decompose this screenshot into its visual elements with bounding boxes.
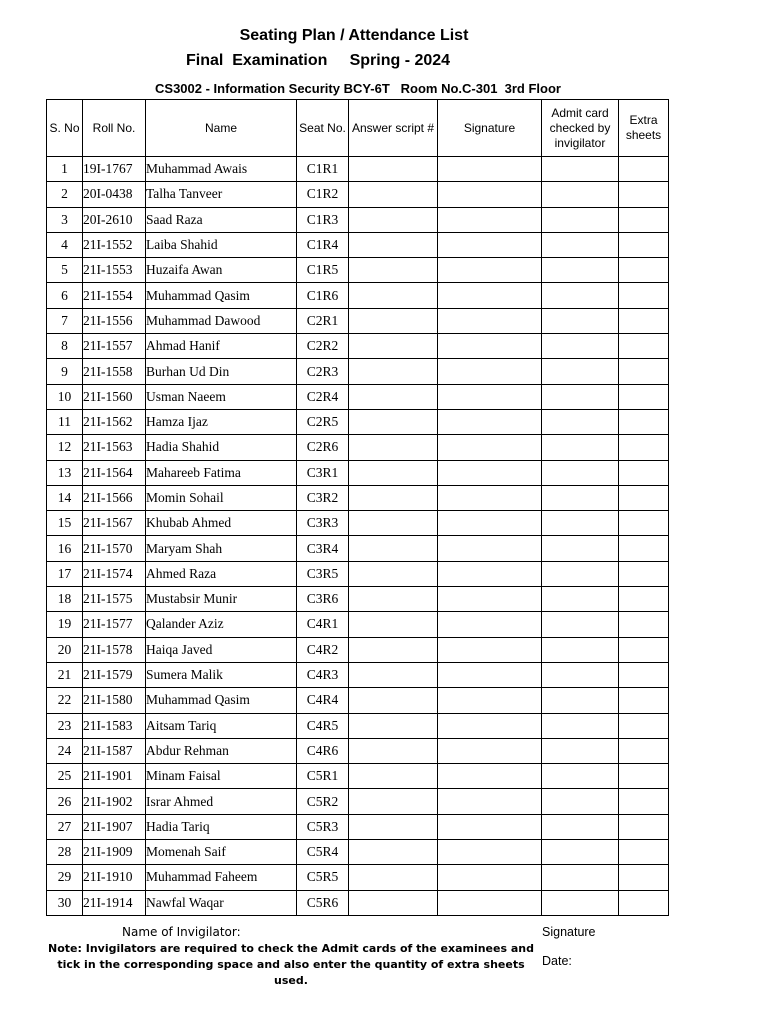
table-row [47, 890, 669, 915]
signature-cell [438, 258, 542, 283]
roll-no-cell: 21I-1554 [83, 283, 146, 308]
sno-cell: 28 [47, 840, 83, 865]
signature-cell [438, 764, 542, 789]
answer-script-cell [349, 182, 438, 207]
table-row [47, 384, 669, 409]
admit-card-cell [542, 536, 619, 561]
date-label: Date: [542, 954, 572, 968]
table-row [47, 764, 669, 789]
header-admit-card: Admit card checked by invigilator [542, 100, 619, 157]
roll-no-cell: 21I-1902 [83, 789, 146, 814]
seat-no-cell: C2R2 [297, 334, 349, 359]
seat-no-cell: C5R5 [297, 865, 349, 890]
admit-card-cell [542, 232, 619, 257]
extra-sheets-cell [619, 485, 669, 510]
signature-cell [438, 789, 542, 814]
name-cell: Momenah Saif [146, 840, 297, 865]
roll-no-cell: 21I-1566 [83, 485, 146, 510]
signature-cell [438, 409, 542, 434]
answer-script-cell [349, 713, 438, 738]
seat-no-cell: C4R6 [297, 738, 349, 763]
roll-no-cell: 21I-1914 [83, 890, 146, 915]
table-row [47, 637, 669, 662]
sno-cell: 12 [47, 435, 83, 460]
admit-card-cell [542, 182, 619, 207]
roll-no-cell: 21I-1579 [83, 662, 146, 687]
answer-script-cell [349, 511, 438, 536]
extra-sheets-cell [619, 359, 669, 384]
seat-no-cell: C2R5 [297, 409, 349, 434]
answer-script-cell [349, 359, 438, 384]
seat-no-cell: C5R3 [297, 814, 349, 839]
sno-cell: 8 [47, 334, 83, 359]
answer-script-cell [349, 536, 438, 561]
seat-no-cell: C5R1 [297, 764, 349, 789]
admit-card-cell [542, 840, 619, 865]
signature-cell [438, 890, 542, 915]
name-cell: Laiba Shahid [146, 232, 297, 257]
admit-card-cell [542, 637, 619, 662]
table-row [47, 840, 669, 865]
table-row [47, 157, 669, 182]
header-extra-sheets: Extra sheets [619, 100, 669, 157]
invigilator-note [46, 941, 536, 989]
seat-no-cell: C3R2 [297, 485, 349, 510]
sno-cell: 22 [47, 688, 83, 713]
name-cell: Khubab Ahmed [146, 511, 297, 536]
extra-sheets-cell [619, 536, 669, 561]
answer-script-cell [349, 637, 438, 662]
roll-no-cell: 21I-1580 [83, 688, 146, 713]
table-row [47, 662, 669, 687]
sno-cell: 3 [47, 207, 83, 232]
admit-card-cell [542, 359, 619, 384]
signature-cell [438, 840, 542, 865]
sno-cell: 7 [47, 308, 83, 333]
answer-script-cell [349, 460, 438, 485]
admit-card-cell [542, 713, 619, 738]
table-row [47, 561, 669, 586]
seat-no-cell: C3R1 [297, 460, 349, 485]
extra-sheets-cell [619, 435, 669, 460]
name-cell: Talha Tanveer [146, 182, 297, 207]
admit-card-cell [542, 409, 619, 434]
roll-no-cell: 20I-0438 [83, 182, 146, 207]
extra-sheets-cell [619, 738, 669, 763]
roll-no-cell: 21I-1570 [83, 536, 146, 561]
header-seat-no: Seat No. [297, 100, 349, 157]
signature-cell [438, 688, 542, 713]
extra-sheets-cell [619, 384, 669, 409]
table-row [47, 587, 669, 612]
roll-no-cell: 21I-1564 [83, 460, 146, 485]
seat-no-cell: C1R5 [297, 258, 349, 283]
table-row [47, 612, 669, 637]
extra-sheets-cell [619, 409, 669, 434]
admit-card-cell [542, 334, 619, 359]
signature-cell [438, 232, 542, 257]
signature-cell [438, 612, 542, 637]
answer-script-cell [349, 738, 438, 763]
sno-cell: 23 [47, 713, 83, 738]
roll-no-cell: 21I-1577 [83, 612, 146, 637]
name-cell: Ahmad Hanif [146, 334, 297, 359]
name-cell: Hadia Tariq [146, 814, 297, 839]
answer-script-cell [349, 688, 438, 713]
note-line-2: tick in the corresponding space and also enter the quantity of extra sheets used. [57, 958, 525, 987]
answer-script-cell [349, 814, 438, 839]
header-signature: Signature [438, 100, 542, 157]
name-cell: Nawfal Waqar [146, 890, 297, 915]
extra-sheets-cell [619, 587, 669, 612]
name-cell: Muhammad Qasim [146, 283, 297, 308]
signature-cell [438, 384, 542, 409]
admit-card-cell [542, 308, 619, 333]
table-body [47, 157, 669, 916]
table-row [47, 789, 669, 814]
name-cell: Muhammad Awais [146, 157, 297, 182]
attendance-table [46, 99, 669, 916]
name-cell: Muhammad Faheem [146, 865, 297, 890]
admit-card-cell [542, 258, 619, 283]
admit-card-cell [542, 587, 619, 612]
seat-no-cell: C5R2 [297, 789, 349, 814]
roll-no-cell: 21I-1578 [83, 637, 146, 662]
admit-card-cell [542, 890, 619, 915]
signature-label: Signature [542, 925, 596, 939]
note-line-1: Note: Invigilators are required to check the Admit cards of the examinees and [48, 942, 534, 955]
sno-cell: 19 [47, 612, 83, 637]
extra-sheets-cell [619, 182, 669, 207]
answer-script-cell [349, 409, 438, 434]
answer-script-cell [349, 662, 438, 687]
roll-no-cell: 20I-2610 [83, 207, 146, 232]
table-row [47, 435, 669, 460]
table-row [47, 738, 669, 763]
table-row [47, 536, 669, 561]
sno-cell: 30 [47, 890, 83, 915]
table-row [47, 258, 669, 283]
admit-card-cell [542, 662, 619, 687]
sno-cell: 9 [47, 359, 83, 384]
extra-sheets-cell [619, 814, 669, 839]
sno-cell: 14 [47, 485, 83, 510]
seat-no-cell: C3R3 [297, 511, 349, 536]
signature-cell [438, 865, 542, 890]
signature-cell [438, 662, 542, 687]
seat-no-cell: C4R4 [297, 688, 349, 713]
sno-cell: 15 [47, 511, 83, 536]
name-cell: Huzaifa Awan [146, 258, 297, 283]
answer-script-cell [349, 232, 438, 257]
table-row [47, 359, 669, 384]
seat-no-cell: C4R5 [297, 713, 349, 738]
seat-no-cell: C1R4 [297, 232, 349, 257]
seat-no-cell: C2R6 [297, 435, 349, 460]
admit-card-cell [542, 764, 619, 789]
name-cell: Muhammad Qasim [146, 688, 297, 713]
header-name: Name [146, 100, 297, 157]
answer-script-cell [349, 612, 438, 637]
extra-sheets-cell [619, 308, 669, 333]
signature-cell [438, 814, 542, 839]
signature-cell [438, 308, 542, 333]
invigilator-name-label: Name of Invigilator: [122, 925, 241, 939]
seat-no-cell: C4R2 [297, 637, 349, 662]
sno-cell: 10 [47, 384, 83, 409]
sno-cell: 1 [47, 157, 83, 182]
roll-no-cell: 21I-1560 [83, 384, 146, 409]
table-row [47, 511, 669, 536]
sno-cell: 26 [47, 789, 83, 814]
signature-cell [438, 283, 542, 308]
extra-sheets-cell [619, 865, 669, 890]
signature-cell [438, 738, 542, 763]
seat-no-cell: C1R6 [297, 283, 349, 308]
seat-no-cell: C3R5 [297, 561, 349, 586]
signature-cell [438, 511, 542, 536]
roll-no-cell: 21I-1901 [83, 764, 146, 789]
sno-cell: 6 [47, 283, 83, 308]
extra-sheets-cell [619, 789, 669, 814]
signature-cell [438, 435, 542, 460]
answer-script-cell [349, 283, 438, 308]
page-title: Seating Plan / Attendance List [239, 27, 469, 44]
answer-script-cell [349, 334, 438, 359]
roll-no-cell: 21I-1558 [83, 359, 146, 384]
sno-cell: 25 [47, 764, 83, 789]
answer-script-cell [349, 258, 438, 283]
seat-no-cell: C1R2 [297, 182, 349, 207]
table-row [47, 713, 669, 738]
admit-card-cell [542, 485, 619, 510]
roll-no-cell: 19I-1767 [83, 157, 146, 182]
answer-script-cell [349, 485, 438, 510]
table-header [47, 100, 669, 157]
seat-no-cell: C5R4 [297, 840, 349, 865]
sno-cell: 20 [47, 637, 83, 662]
admit-card-cell [542, 384, 619, 409]
sno-cell: 24 [47, 738, 83, 763]
roll-no-cell: 21I-1909 [83, 840, 146, 865]
seat-no-cell: C2R3 [297, 359, 349, 384]
table-row [47, 460, 669, 485]
table-row [47, 409, 669, 434]
admit-card-cell [542, 435, 619, 460]
roll-no-cell: 21I-1552 [83, 232, 146, 257]
signature-cell [438, 460, 542, 485]
sno-cell: 2 [47, 182, 83, 207]
extra-sheets-cell [619, 561, 669, 586]
roll-no-cell: 21I-1910 [83, 865, 146, 890]
name-cell: Momin Sohail [146, 485, 297, 510]
signature-cell [438, 713, 542, 738]
roll-no-cell: 21I-1557 [83, 334, 146, 359]
roll-no-cell: 21I-1556 [83, 308, 146, 333]
name-cell: Hamza Ijaz [146, 409, 297, 434]
answer-script-cell [349, 789, 438, 814]
sno-cell: 27 [47, 814, 83, 839]
seat-no-cell: C4R3 [297, 662, 349, 687]
sno-cell: 21 [47, 662, 83, 687]
answer-script-cell [349, 435, 438, 460]
header-sno: S. No [47, 100, 83, 157]
table-row [47, 865, 669, 890]
admit-card-cell [542, 283, 619, 308]
sno-cell: 13 [47, 460, 83, 485]
signature-cell [438, 561, 542, 586]
answer-script-cell [349, 890, 438, 915]
answer-script-cell [349, 157, 438, 182]
sno-cell: 18 [47, 587, 83, 612]
answer-script-cell [349, 840, 438, 865]
sno-cell: 29 [47, 865, 83, 890]
table-row [47, 308, 669, 333]
seat-no-cell: C4R1 [297, 612, 349, 637]
name-cell: Abdur Rehman [146, 738, 297, 763]
admit-card-cell [542, 688, 619, 713]
sno-cell: 11 [47, 409, 83, 434]
roll-no-cell: 21I-1567 [83, 511, 146, 536]
answer-script-cell [349, 587, 438, 612]
seat-no-cell: C2R4 [297, 384, 349, 409]
table-row [47, 232, 669, 257]
extra-sheets-cell [619, 840, 669, 865]
table-row [47, 485, 669, 510]
signature-cell [438, 334, 542, 359]
name-cell: Aitsam Tariq [146, 713, 297, 738]
name-cell: Ahmed Raza [146, 561, 297, 586]
roll-no-cell: 21I-1907 [83, 814, 146, 839]
seat-no-cell: C2R1 [297, 308, 349, 333]
extra-sheets-cell [619, 232, 669, 257]
roll-no-cell: 21I-1574 [83, 561, 146, 586]
signature-cell [438, 207, 542, 232]
signature-cell [438, 157, 542, 182]
answer-script-cell [349, 865, 438, 890]
answer-script-cell [349, 764, 438, 789]
header-answer-script: Answer script # [349, 100, 438, 157]
admit-card-cell [542, 207, 619, 232]
roll-no-cell: 21I-1562 [83, 409, 146, 434]
header-roll-no: Roll No. [83, 100, 146, 157]
signature-cell [438, 536, 542, 561]
sno-cell: 17 [47, 561, 83, 586]
extra-sheets-cell [619, 688, 669, 713]
name-cell: Haiqa Javed [146, 637, 297, 662]
extra-sheets-cell [619, 207, 669, 232]
sno-cell: 5 [47, 258, 83, 283]
table-row [47, 283, 669, 308]
table-row [47, 688, 669, 713]
extra-sheets-cell [619, 764, 669, 789]
admit-card-cell [542, 511, 619, 536]
extra-sheets-cell [619, 662, 669, 687]
seat-no-cell: C3R4 [297, 536, 349, 561]
seat-no-cell: C1R3 [297, 207, 349, 232]
name-cell: Minam Faisal [146, 764, 297, 789]
roll-no-cell: 21I-1563 [83, 435, 146, 460]
signature-cell [438, 485, 542, 510]
extra-sheets-cell [619, 157, 669, 182]
admit-card-cell [542, 814, 619, 839]
name-cell: Mahareeb Fatima [146, 460, 297, 485]
exam-subtitle: Final Examination Spring - 2024 [186, 52, 451, 69]
admit-card-cell [542, 460, 619, 485]
name-cell: Usman Naeem [146, 384, 297, 409]
extra-sheets-cell [619, 258, 669, 283]
course-room-line: CS3002 - Information Security BCY-6T Room No.C-301 3rd Floor [155, 81, 561, 96]
header-row [47, 100, 669, 157]
sno-cell: 16 [47, 536, 83, 561]
extra-sheets-cell [619, 283, 669, 308]
extra-sheets-cell [619, 890, 669, 915]
seat-no-cell: C1R1 [297, 157, 349, 182]
signature-cell [438, 182, 542, 207]
roll-no-cell: 21I-1583 [83, 713, 146, 738]
roll-no-cell: 21I-1575 [83, 587, 146, 612]
name-cell: Hadia Shahid [146, 435, 297, 460]
seat-no-cell: C5R6 [297, 890, 349, 915]
name-cell: Qalander Aziz [146, 612, 297, 637]
name-cell: Maryam Shah [146, 536, 297, 561]
name-cell: Saad Raza [146, 207, 297, 232]
signature-cell [438, 587, 542, 612]
admit-card-cell [542, 612, 619, 637]
name-cell: Sumera Malik [146, 662, 297, 687]
extra-sheets-cell [619, 460, 669, 485]
extra-sheets-cell [619, 612, 669, 637]
seat-no-cell: C3R6 [297, 587, 349, 612]
admit-card-cell [542, 789, 619, 814]
extra-sheets-cell [619, 637, 669, 662]
name-cell: Mustabsir Munir [146, 587, 297, 612]
extra-sheets-cell [619, 713, 669, 738]
answer-script-cell [349, 561, 438, 586]
extra-sheets-cell [619, 511, 669, 536]
admit-card-cell [542, 157, 619, 182]
signature-cell [438, 637, 542, 662]
signature-cell [438, 359, 542, 384]
admit-card-cell [542, 865, 619, 890]
sno-cell: 4 [47, 232, 83, 257]
name-cell: Muhammad Dawood [146, 308, 297, 333]
table-row [47, 814, 669, 839]
table-row [47, 207, 669, 232]
name-cell: Burhan Ud Din [146, 359, 297, 384]
name-cell: Israr Ahmed [146, 789, 297, 814]
answer-script-cell [349, 308, 438, 333]
extra-sheets-cell [619, 334, 669, 359]
answer-script-cell [349, 207, 438, 232]
table-row [47, 182, 669, 207]
roll-no-cell: 21I-1553 [83, 258, 146, 283]
table-row [47, 334, 669, 359]
admit-card-cell [542, 738, 619, 763]
answer-script-cell [349, 384, 438, 409]
roll-no-cell: 21I-1587 [83, 738, 146, 763]
admit-card-cell [542, 561, 619, 586]
